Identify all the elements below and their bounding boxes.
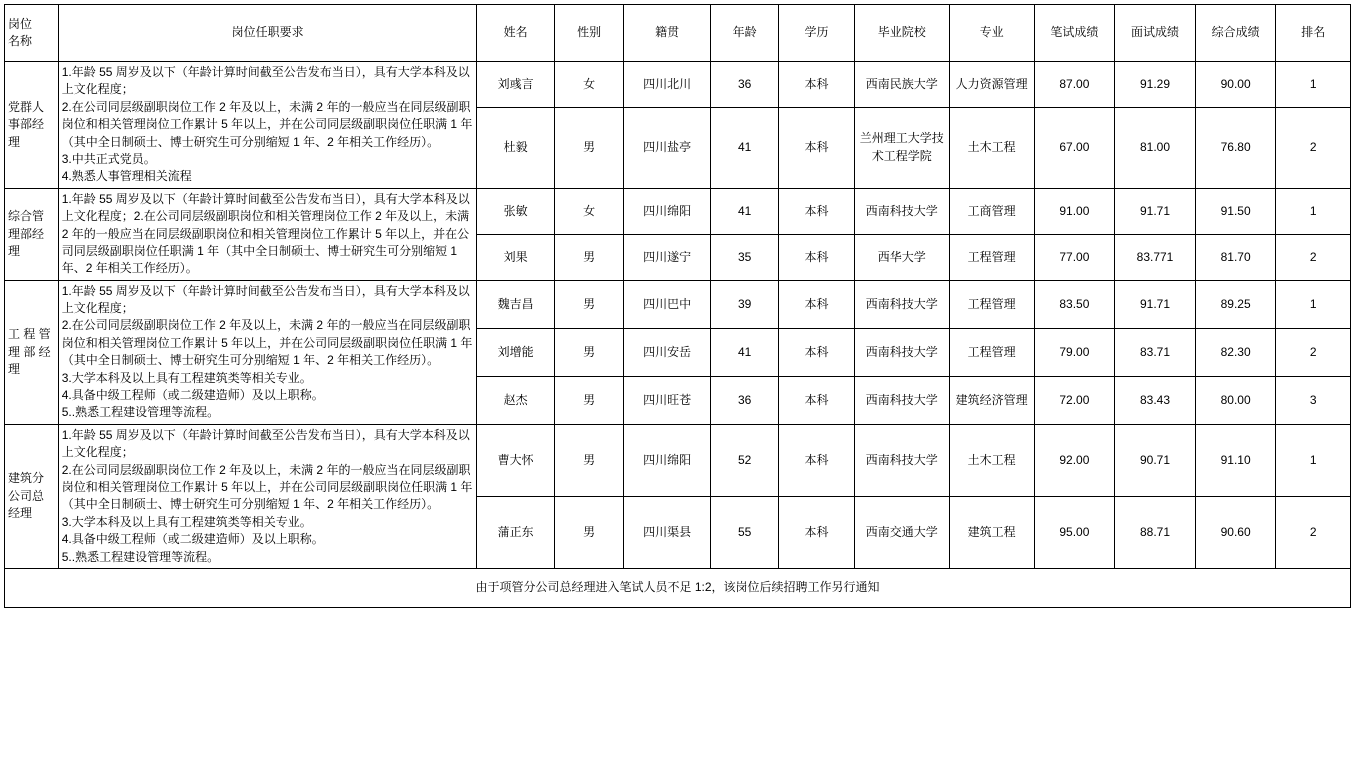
candidate-education: 本科 [779,188,854,234]
candidate-major: 建筑工程 [949,496,1034,568]
candidate-written-score: 92.00 [1034,424,1115,496]
candidate-education: 本科 [779,496,854,568]
candidate-written-score: 91.00 [1034,188,1115,234]
candidate-school: 西南科技大学 [854,328,949,376]
column-header-interview-score: 面试成绩 [1115,5,1196,62]
post-name-cell: 党群人事部经理 [5,62,59,189]
column-header-education: 学历 [779,5,854,62]
candidate-written-score: 77.00 [1034,234,1115,280]
candidates-table [4,4,1351,608]
candidate-school: 西南民族大学 [854,62,949,108]
table-header-row [5,5,1351,62]
column-header-name: 姓名 [477,5,555,62]
candidate-school: 西南科技大学 [854,188,949,234]
candidate-gender: 男 [554,424,623,496]
column-header-native-place: 籍贯 [624,5,711,62]
candidate-rank: 1 [1276,188,1351,234]
candidate-rank: 2 [1276,107,1351,188]
candidate-school: 西南科技大学 [854,280,949,328]
column-header-school: 毕业院校 [854,5,949,62]
candidate-major: 土木工程 [949,424,1034,496]
candidate-native-place: 四川盐亭 [624,107,711,188]
column-header-written-score: 笔试成绩 [1034,5,1115,62]
candidate-name: 赵杰 [477,376,555,424]
table-row [5,280,1351,328]
post-name-cell: 综合管理部经理 [5,188,59,280]
candidate-school: 兰州理工大学技术工程学院 [854,107,949,188]
candidate-interview-score: 83.71 [1115,328,1196,376]
candidate-age: 55 [711,496,779,568]
candidate-age: 52 [711,424,779,496]
candidate-education: 本科 [779,376,854,424]
candidate-name: 杜毅 [477,107,555,188]
column-header-requirements: 岗位任职要求 [58,5,477,62]
candidate-name: 刘果 [477,234,555,280]
candidate-total-score: 90.00 [1195,62,1276,108]
candidate-gender: 女 [554,188,623,234]
candidate-total-score: 82.30 [1195,328,1276,376]
candidate-age: 36 [711,376,779,424]
candidate-age: 36 [711,62,779,108]
candidate-rank: 1 [1276,280,1351,328]
candidate-rank: 1 [1276,424,1351,496]
candidate-gender: 男 [554,234,623,280]
candidate-education: 本科 [779,280,854,328]
candidate-interview-score: 91.71 [1115,188,1196,234]
candidate-name: 魏吉昌 [477,280,555,328]
post-name-label-line1: 岗位 [8,16,33,31]
candidate-gender: 女 [554,62,623,108]
candidate-interview-score: 88.71 [1115,496,1196,568]
candidate-native-place: 四川渠县 [624,496,711,568]
candidate-total-score: 91.10 [1195,424,1276,496]
candidate-interview-score: 90.71 [1115,424,1196,496]
candidate-written-score: 83.50 [1034,280,1115,328]
candidate-interview-score: 83.771 [1115,234,1196,280]
post-name-cell: 工 程 管 理 部 经 理 [5,280,59,424]
candidate-total-score: 81.70 [1195,234,1276,280]
candidate-written-score: 95.00 [1034,496,1115,568]
table-row [5,62,1351,108]
candidate-gender: 男 [554,107,623,188]
candidate-name: 刘彧言 [477,62,555,108]
candidate-written-score: 79.00 [1034,328,1115,376]
column-header-rank: 排名 [1276,5,1351,62]
candidate-education: 本科 [779,424,854,496]
candidate-written-score: 87.00 [1034,62,1115,108]
footer-note-row [5,568,1351,607]
candidate-written-score: 72.00 [1034,376,1115,424]
candidate-total-score: 80.00 [1195,376,1276,424]
candidate-major: 工商管理 [949,188,1034,234]
candidate-native-place: 四川绵阳 [624,424,711,496]
candidate-interview-score: 91.29 [1115,62,1196,108]
candidate-age: 39 [711,280,779,328]
candidate-rank: 2 [1276,234,1351,280]
candidate-name: 刘增能 [477,328,555,376]
candidate-major: 建筑经济管理 [949,376,1034,424]
candidate-interview-score: 91.71 [1115,280,1196,328]
candidate-education: 本科 [779,62,854,108]
candidate-interview-score: 81.00 [1115,107,1196,188]
candidate-total-score: 91.50 [1195,188,1276,234]
candidate-school: 西南科技大学 [854,424,949,496]
candidate-name: 张敏 [477,188,555,234]
candidate-rank: 1 [1276,62,1351,108]
candidate-name: 曹大怀 [477,424,555,496]
candidate-major: 工程管理 [949,328,1034,376]
candidate-native-place: 四川绵阳 [624,188,711,234]
table-row [5,188,1351,234]
candidate-age: 41 [711,188,779,234]
footer-note: 由于项管分公司总经理进入笔试人员不足 1:2，该岗位后续招聘工作另行通知 [5,568,1351,607]
candidate-native-place: 四川北川 [624,62,711,108]
candidate-native-place: 四川巴中 [624,280,711,328]
candidate-age: 35 [711,234,779,280]
column-header-major: 专业 [949,5,1034,62]
column-header-gender: 性别 [554,5,623,62]
post-name-cell: 建筑分公司总经理 [5,424,59,568]
table-body [5,62,1351,608]
candidate-major: 人力资源管理 [949,62,1034,108]
candidate-age: 41 [711,107,779,188]
candidate-native-place: 四川遂宁 [624,234,711,280]
requirements-cell: 1.年龄 55 周岁及以下（年龄计算时间截至公告发布当日），具有大学本科及以上文化程度； 2.在公司同层级副职岗位工作 2 年及以上，未满 2 年的一般应当在同层级副职岗位和相关管理岗位工作累计 5 年以上，并在公司同层级副职岗位任职满 1 年（其中全日制硕士、博士研究生可分别缩短 1 年、2 年相关工作经历）。 3.大学本科及以上具有工程建筑类等相关专业。 4.具备中级工程师（或二级建造师）及以上职称。 5..熟悉工程建设管理等流程。 [58,280,477,424]
requirements-cell: 1.年龄 55 周岁及以下（年龄计算时间截至公告发布当日），具有大学本科及以上文化程度； 2.在公司同层级副职岗位工作 2 年及以上，未满 2 年的一般应当在同层级副职岗位和相关管理岗位工作累计 5 年以上，并在公司同层级副职岗位任职满 1 年（其中全日制硕士、博士研究生可分别缩短 1 年、2 年相关工作经历）。 3.中共正式党员。 4.熟悉人事管理相关流程 [58,62,477,189]
requirements-cell: 1.年龄 55 周岁及以下（年龄计算时间截至公告发布当日），具有大学本科及以上文化程度；2.在公司同层级副职岗位和相关管理岗位工作 2 年及以上，未满 2 年的一般应当在同层级副职岗位和相关管理岗位工作累计 5 年以上，并在公司同层级副职岗位任职满 1 年（其中全日制硕士、博士研究生可分别缩短 1 年、2 年相关工作经历）。 [58,188,477,280]
candidate-gender: 男 [554,328,623,376]
candidate-name: 蒲正东 [477,496,555,568]
candidate-rank: 3 [1276,376,1351,424]
candidate-native-place: 四川旺苍 [624,376,711,424]
candidate-education: 本科 [779,328,854,376]
candidate-age: 41 [711,328,779,376]
requirements-cell: 1.年龄 55 周岁及以下（年龄计算时间截至公告发布当日），具有大学本科及以上文化程度； 2.在公司同层级副职岗位工作 2 年及以上，未满 2 年的一般应当在同层级副职岗位和相关管理岗位工作累计 5 年以上，并在公司同层级副职岗位任职满 1 年（其中全日制硕士、博士研究生可分别缩短 1 年、2 年相关工作经历）。 3.大学本科及以上具有工程建筑类等相关专业。 4.具备中级工程师（或二级建造师）及以上职称。 5..熟悉工程建设管理等流程。 [58,424,477,568]
candidate-rank: 2 [1276,496,1351,568]
candidate-native-place: 四川安岳 [624,328,711,376]
candidate-rank: 2 [1276,328,1351,376]
candidate-gender: 男 [554,280,623,328]
candidate-major: 工程管理 [949,234,1034,280]
column-header-post-name [5,5,59,62]
candidate-education: 本科 [779,234,854,280]
candidate-gender: 男 [554,496,623,568]
candidate-total-score: 89.25 [1195,280,1276,328]
column-header-age: 年龄 [711,5,779,62]
table-row [5,424,1351,496]
candidate-major: 工程管理 [949,280,1034,328]
candidate-written-score: 67.00 [1034,107,1115,188]
candidate-school: 西南交通大学 [854,496,949,568]
candidate-school: 西南科技大学 [854,376,949,424]
candidate-education: 本科 [779,107,854,188]
candidate-total-score: 90.60 [1195,496,1276,568]
candidate-total-score: 76.80 [1195,107,1276,188]
column-header-total-score: 综合成绩 [1195,5,1276,62]
candidate-gender: 男 [554,376,623,424]
post-name-label-line2: 名称 [8,34,33,48]
candidate-major: 土木工程 [949,107,1034,188]
candidate-school: 西华大学 [854,234,949,280]
candidate-interview-score: 83.43 [1115,376,1196,424]
